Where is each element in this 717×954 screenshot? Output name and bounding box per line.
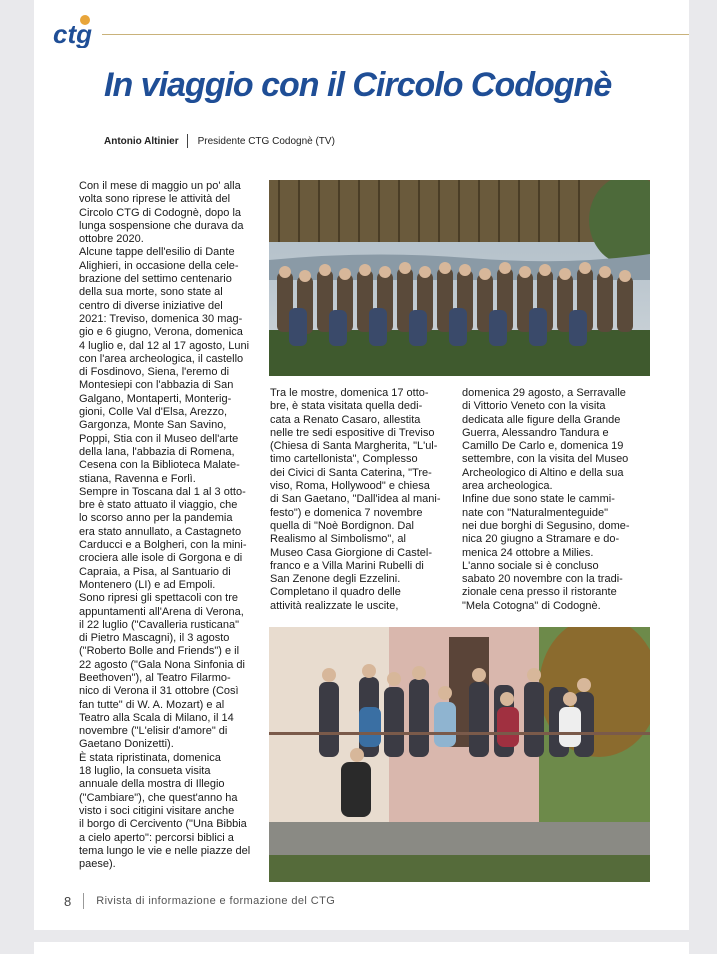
author-role: Presidente CTG Codognè (TV): [197, 135, 335, 147]
header-rule: [102, 34, 689, 35]
byline: [104, 134, 335, 148]
ctg-logo: [52, 12, 94, 48]
next-page-edge: [34, 942, 689, 954]
magazine-page: [34, 0, 689, 930]
text-column-1: Con il mese di maggio un po' alla volta sono riprese le attività del Circolo CTG di Codognè, dopo la lunga sospensione che durava da ottobre 2020. Alcune tappe dell'esilio di Dante Alighieri, in occasione della cele- brazione del settimo centenario della sua morte, sono state al centro di diverse iniziative del 2021: Treviso, domenica 30 mag- gio e 6 giugno, Verona, domenica 4 luglio e, dal 12 al 17 agosto, Luni con l'area archeologica, il castello di Fosdinovo, Siena, l'eremo di Montesiepi con l'abbazia di San Galgano, Montaperti, Monterig- gioni, Colle Val d'Elsa, Arezzo, Gargonza, Monte San Savino, Poppi, Stia con il Museo dell'arte della lana, l'abbazia di Romena, Cesena con la Biblioteca Malate- stiana, Ravenna e Forlì. Sempre in Toscana dal 1 al 3 otto- bre è stato attuato il viaggio, che lo scorso anno per la pandemia era stato annullato, a Castagneto Carducci e a Bolgheri, con la mini- crociera alle isole di Gorgona e di Capraia, a Pisa, al Santuario di Montenero (LI) e ad Empoli. Sono ripresi gli spettacoli con tre appuntamenti all'Arena di Verona, il 22 luglio ("Cavalleria rusticana" di Pietro Mascagni), il 3 agosto ("Roberto Bolle and Friends") e il 22 agosto ("Gala Nona Sinfonia di Beethoven"), al Teatro Filarmo- nico di Verona il 31 ottobre (Così fan tutte" di W. A. Mozart) e al Teatro alla Scala di Milano, il 14 novembre ("L'elisir d'amore" di Gaetano Donizetti). È stata ripristinata, domenica 18 luglio, la consueta visita annuale della mostra di Illegio ("Cambiare"), che quest'anno ha visto i soci citigini visitare anche il borgo di Cercivento ("Una Bibbia a cielo aperto": percorsi biblici a tema lungo le vie e nelle piazze del paese).: [79, 180, 251, 871]
author-name: Antonio Altinier: [104, 135, 179, 147]
footer-separator: [83, 893, 84, 909]
article-title: In viaggio con il Circolo Codognè: [104, 66, 612, 104]
group-photo-village: [269, 627, 650, 882]
byline-separator: [187, 134, 188, 148]
magazine-name: Rivista di informazione e formazione del CTG: [96, 895, 336, 907]
text-column-2: Tra le mostre, domenica 17 otto- bre, è stata visitata quella dedi- cata a Renato Casaro, allestita nelle tre sedi espositive di Treviso (Chiesa di Santa Margherita, "L'ul- timo cartellonista", Complesso dei Civici di Santa Caterina, "Tre- viso, Roma, Hollywood" e chiesa di San Gaetano, "Dall'idea al mani- festo") e domenica 7 novembre quella di "Noè Bordignon. Dal Realismo al Simbolismo", al Museo Casa Giorgione di Castel- franco e a Villa Marini Rubelli di San Zenone degli Ezzelini. Completano il quadro delle attività realizzate le uscite,: [270, 387, 441, 612]
group-photo-hilltop: [269, 180, 650, 376]
svg-text:ctg: ctg: [53, 19, 92, 48]
text-column-3: domenica 29 agosto, a Serravalle di Vittorio Veneto con la visita dedicata alle figure della Grande Guerra, Alessandro Tandura e Camillo De Carlo e, domenica 19 settembre, con la visita del Museo Archeologico di Altino e della sua area archeologica. Infine due sono state le cammi- nate con "Naturalmenteguide" nei due borghi di Segusino, dome- nica 20 giugno a Stramare e do- menica 24 ottobre a Milies. L'anno sociale si è concluso sabato 20 novembre con la tradi- zionale cena presso il ristorante "Mela Cotogna" di Codognè.: [462, 387, 630, 612]
page-number: 8: [64, 893, 72, 909]
page-footer: [64, 893, 335, 909]
